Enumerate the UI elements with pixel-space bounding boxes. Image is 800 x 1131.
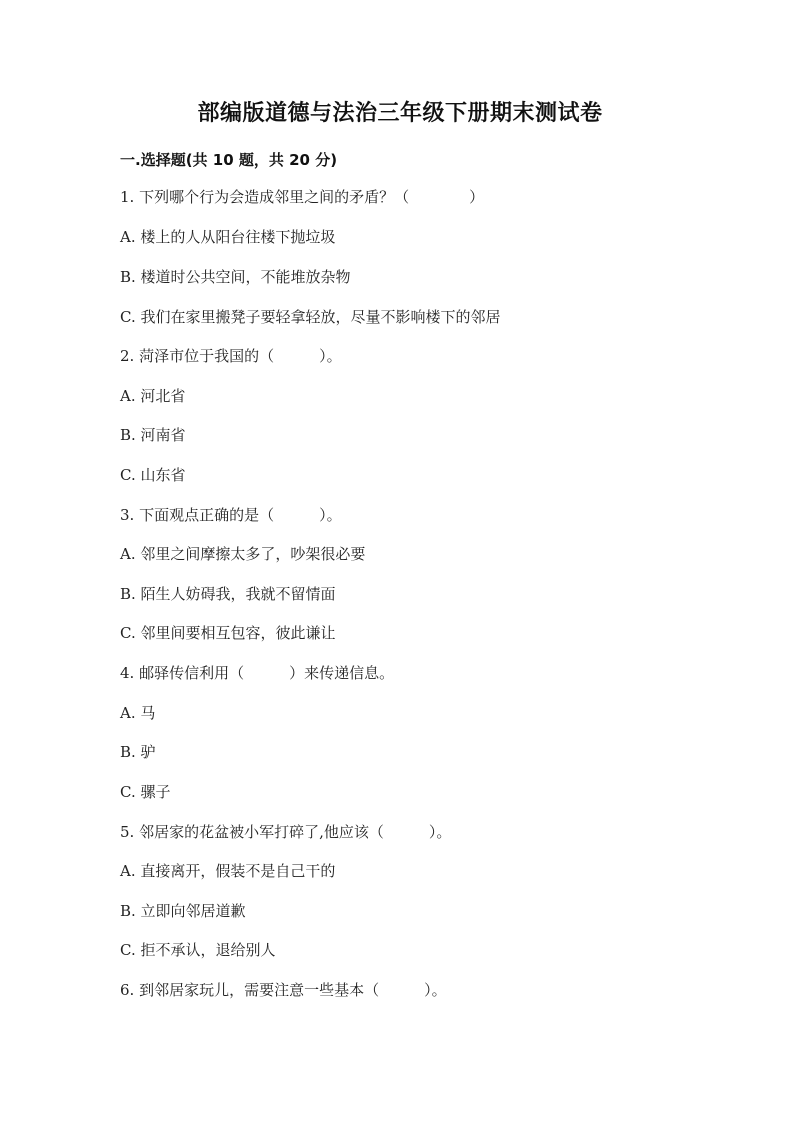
question-stem: 3. 下面观点正确的是（ ）。 (120, 506, 342, 524)
answer-option: B. 立即向邻居道歉 (120, 902, 246, 920)
answer-option: A. 楼上的人从阳台往楼下抛垃圾 (120, 228, 336, 246)
answer-option: C. 拒不承认，退给别人 (120, 941, 276, 959)
question-stem: 1. 下列哪个行为会造成邻里之间的矛盾？（ ） (120, 188, 485, 206)
answer-option: B. 河南省 (120, 426, 186, 444)
answer-option: A. 直接离开，假装不是自己干的 (120, 862, 336, 880)
answer-option: C. 我们在家里搬凳子要轻拿轻放，尽量不影响楼下的邻居 (120, 308, 501, 326)
answer-option: C. 山东省 (120, 466, 186, 484)
question-stem: 2. 菏泽市位于我国的（ ）。 (120, 347, 342, 365)
question-stem: 5. 邻居家的花盆被小军打碎了,他应该（ ）。 (120, 823, 452, 841)
answer-option: A. 邻里之间摩擦太多了，吵架很必要 (120, 545, 366, 563)
answer-option: A. 河北省 (120, 387, 186, 405)
answer-option: C. 骡子 (120, 783, 171, 801)
answer-option: B. 楼道时公共空间，不能堆放杂物 (120, 268, 351, 286)
answer-option: B. 驴 (120, 743, 156, 761)
question-stem: 6. 到邻居家玩儿，需要注意一些基本（ ）。 (120, 981, 447, 999)
answer-option: B. 陌生人妨碍我，我就不留情面 (120, 585, 336, 603)
question-stem: 4. 邮驿传信利用（ ）来传递信息。 (120, 664, 395, 682)
document-title: 部编版道德与法治三年级下册期末测试卷 (197, 100, 603, 126)
answer-option: C. 邻里间要相互包容，彼此谦让 (120, 624, 336, 642)
section-header: 一.选择题(共 10 题，共 20 分) (120, 151, 338, 169)
answer-option: A. 马 (120, 704, 156, 722)
